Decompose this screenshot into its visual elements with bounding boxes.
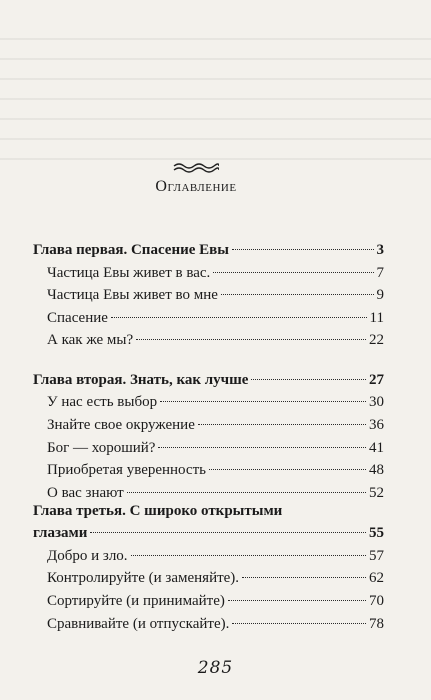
toc-item-label: Сравнивайте (и отпускайте). (47, 616, 230, 632)
toc-item-label: Частица Евы живет во мне (47, 287, 218, 303)
toc-item[interactable] (47, 394, 384, 411)
chapter-2-heading: Глава вторая. Знать, как лучше (33, 372, 249, 388)
chapter-1-page: 3 (376, 242, 384, 258)
toc-item[interactable] (47, 287, 384, 304)
dot-leader (242, 577, 366, 578)
toc-item[interactable] (47, 570, 384, 587)
chapter-2-page: 27 (369, 372, 384, 388)
dot-leader (232, 249, 374, 250)
dot-leader (198, 424, 366, 425)
toc-item[interactable] (47, 593, 384, 610)
bleed-through-text (0, 30, 431, 170)
dot-leader (127, 492, 366, 493)
toc-item-label: У нас есть выбор (47, 394, 158, 410)
toc-item[interactable] (47, 485, 384, 502)
page-number: 285 (197, 658, 234, 678)
toc-item-label: Контролируйте (и заменяйте). (47, 570, 240, 586)
chapter-3-heading-line1: Глава третья. С широко открытыми (33, 503, 283, 519)
chapter-3-page: 55 (369, 525, 384, 541)
toc-item-page: 7 (376, 265, 384, 281)
toc-item-label: Спасение (47, 310, 108, 326)
dot-leader (251, 379, 366, 380)
chapter-1-entry[interactable] (33, 242, 384, 259)
toc-item-label: Сортируйте (и принимайте) (47, 593, 225, 609)
toc-item-page: 9 (376, 287, 384, 303)
toc-item[interactable] (47, 265, 384, 282)
toc-item-label: Приобретая уверенность (47, 462, 206, 478)
dot-leader (221, 294, 374, 295)
toc-item-page: 48 (369, 462, 384, 478)
dot-leader (232, 623, 366, 624)
chapter-1-heading: Глава первая. Спасение Евы (33, 242, 229, 258)
toc-item-page: 57 (369, 548, 384, 564)
toc-item-label: О вас знают (47, 485, 124, 501)
dot-leader (136, 339, 366, 340)
chapter-3-heading-line2: глазами (33, 525, 88, 541)
toc-item[interactable] (47, 616, 384, 633)
toc-item[interactable] (47, 417, 384, 434)
toc-item[interactable] (47, 462, 384, 479)
toc-item[interactable] (47, 332, 384, 349)
toc-item-page: 11 (369, 310, 384, 326)
toc-item-label: Бог — хороший? (47, 440, 156, 456)
toc-item[interactable] (47, 548, 384, 565)
toc-item[interactable] (47, 310, 384, 327)
dot-leader (158, 447, 366, 448)
dot-leader (131, 555, 366, 556)
chapter-3-entry-line2[interactable] (33, 525, 384, 542)
toc-item-label: Частица Евы живет в вас. (47, 265, 211, 281)
dot-leader (90, 532, 366, 533)
dot-leader (209, 469, 366, 470)
toc-item-page: 78 (369, 616, 384, 632)
toc-item-page: 30 (369, 394, 384, 410)
wave-ornament-icon (173, 162, 219, 174)
toc-item-label: А как же мы? (47, 332, 134, 348)
toc-item-label: Добро и зло. (47, 548, 128, 564)
chapter-3-entry[interactable] (33, 503, 384, 520)
toc-item-page: 36 (369, 417, 384, 433)
toc-item[interactable] (47, 440, 384, 457)
toc-item-page: 62 (369, 570, 384, 586)
toc-item-page: 41 (369, 440, 384, 456)
dot-leader (228, 600, 366, 601)
toc-item-page: 22 (369, 332, 384, 348)
chapter-2-entry[interactable] (33, 372, 384, 389)
dot-leader (160, 401, 366, 402)
toc-item-page: 70 (369, 593, 384, 609)
toc-item-label: Знайте свое окружение (47, 417, 195, 433)
toc-item-page: 52 (369, 485, 384, 501)
dot-leader (213, 272, 373, 273)
dot-leader (111, 317, 367, 318)
toc-title: Оглавление (155, 178, 237, 195)
